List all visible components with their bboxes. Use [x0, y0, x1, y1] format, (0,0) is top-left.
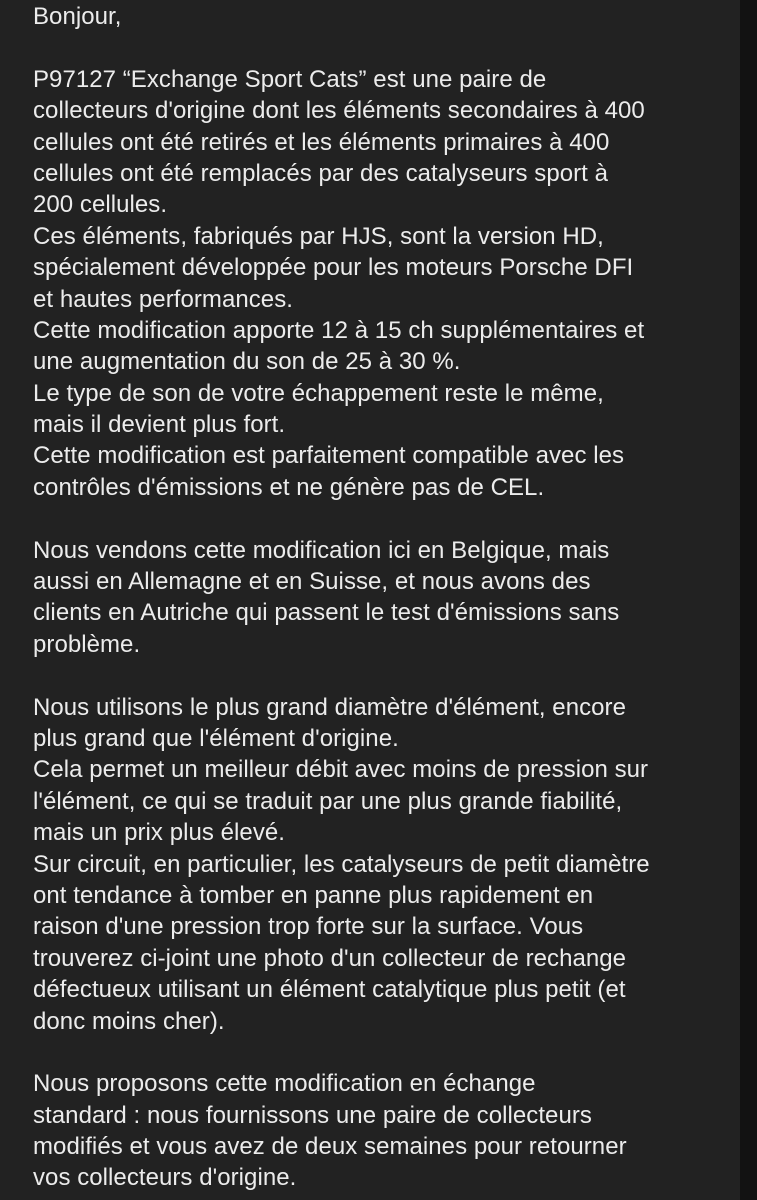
- text-line: et hautes performances.: [33, 285, 293, 313]
- text-line: clients en Autriche qui passent le test d'émissions sans: [33, 599, 620, 627]
- text-line: Nous proposons cette modification en échange: [33, 1070, 536, 1098]
- greeting-line: Bonjour,: [33, 3, 122, 30]
- text-line: mais il devient plus fort.: [33, 411, 286, 439]
- text-line: Cette modification est parfaitement compatible avec les: [33, 442, 625, 470]
- text-line: Nous vendons cette modification ici en Belgique, mais: [33, 536, 610, 564]
- text-line: Nous utilisons le plus grand diamètre d'élément, encore: [33, 693, 626, 721]
- text-line: aussi en Allemagne et en Suisse, et nous avons des: [33, 568, 591, 596]
- paragraph-2: [33, 535, 733, 661]
- paragraph-3: [33, 692, 733, 1037]
- text-line: spécialement développée pour les moteurs Porsche DFI: [33, 254, 634, 282]
- text-line: 200 cellules.: [33, 191, 168, 219]
- paragraph-spacer: [33, 660, 733, 691]
- text-line: l'élément, ce qui se traduit par une plus grande fiabilité,: [33, 787, 623, 815]
- paragraph-4: [33, 1068, 733, 1194]
- text-line: raison d'une pression trop forte sur la surface. Vous: [33, 913, 584, 941]
- text-line: Cette modification apporte 12 à 15 ch supplémentaires et: [33, 316, 645, 344]
- text-line: Cela permet un meilleur débit avec moins de pression sur: [33, 756, 649, 784]
- text-line: défectueux utilisant un élément catalytique plus petit (et: [33, 976, 626, 1004]
- paragraph-spacer: [33, 32, 733, 63]
- text-line: Sur circuit, en particulier, les catalyseurs de petit diamètre: [33, 850, 650, 878]
- text-line: vos collecteurs d'origine.: [33, 1164, 297, 1192]
- paragraph-spacer: [33, 1037, 733, 1068]
- text-line: cellules ont été remplacés par des catalyseurs sport à: [33, 159, 608, 187]
- paragraph-spacer: [33, 503, 733, 534]
- text-line: mais un prix plus élevé.: [33, 819, 285, 847]
- text-line: une augmentation du son de 25 à 30 %.: [33, 348, 461, 376]
- text-line: cellules ont été retirés et les éléments primaires à 400: [33, 128, 610, 156]
- text-line: Le type de son de votre échappement reste le même,: [33, 379, 604, 407]
- text-line: donc moins cher).: [33, 1007, 225, 1035]
- text-line: ont tendance à tomber en panne plus rapidement en: [33, 881, 594, 909]
- message-body: [33, 1, 733, 1194]
- text-line: problème.: [33, 630, 141, 658]
- text-line: Ces éléments, fabriqués par HJS, sont la version HD,: [33, 222, 604, 250]
- text-line: standard : nous fournissons une paire de collecteurs: [33, 1101, 592, 1129]
- text-line: P97127 “Exchange Sport Cats” est une paire de: [33, 65, 547, 93]
- background-strip: [740, 0, 757, 1200]
- paragraph-1: [33, 64, 733, 503]
- text-line: modifiés et vous avez de deux semaines pour retourner: [33, 1133, 627, 1161]
- text-line: plus grand que l'élément d'origine.: [33, 724, 399, 752]
- text-line: contrôles d'émissions et ne génère pas de CEL.: [33, 473, 545, 501]
- text-line: collecteurs d'origine dont les éléments secondaires à 400: [33, 97, 645, 125]
- text-line: trouverez ci-joint une photo d'un collecteur de rechange: [33, 944, 627, 972]
